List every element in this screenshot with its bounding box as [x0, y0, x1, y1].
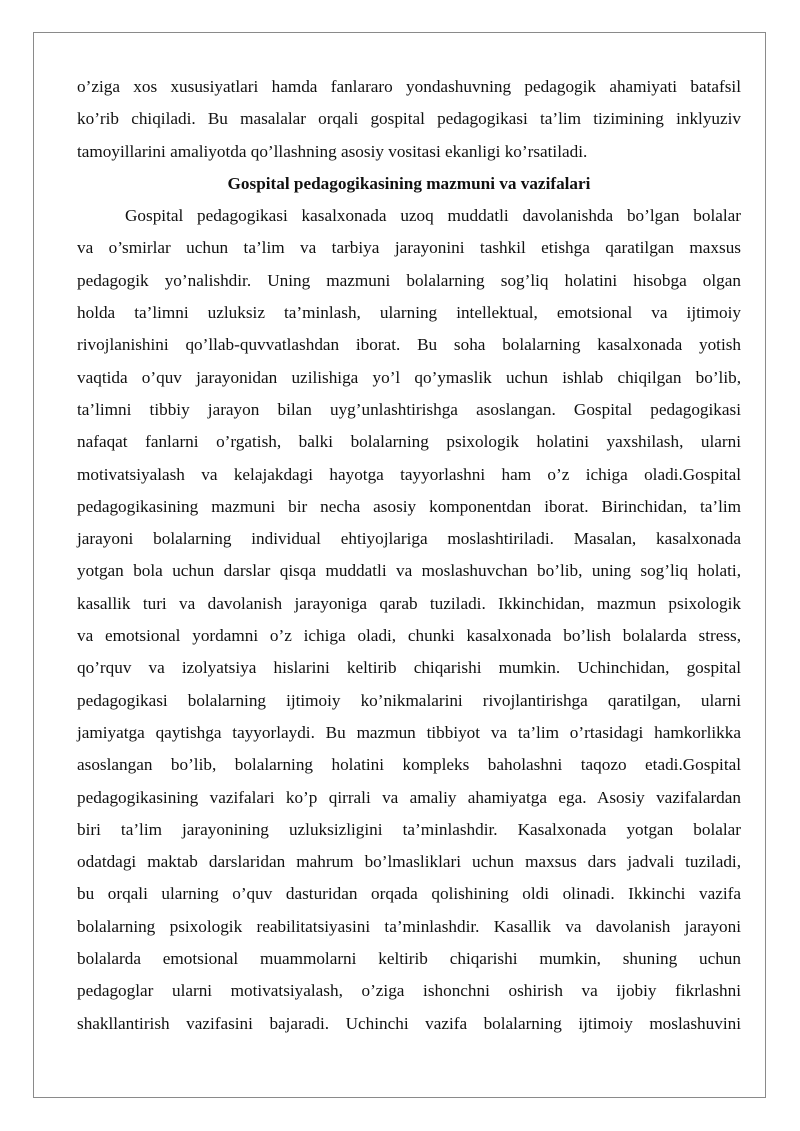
body-line: rivojlanishini qo’llab-quvvatlashdan iborat. Bu soha bolalarning kasalxonada yotish — [77, 335, 741, 355]
body-line: ta’limni tibbiy jarayon bilan uyg’unlashtirishga asoslangan. Gospital pedagogikasi — [77, 399, 741, 419]
intro-line: o’ziga xos xususiyatlari hamda fanlararo yondashuvning pedagogik ahamiyati batafsil — [77, 77, 741, 96]
body-line: qo’rquv va izolyatsiya hislarini keltirib chiqarishi mumkin. Uchinchidan, gospital — [77, 658, 741, 678]
body-line: odatdagi maktab darslaridan mahrum bo’lmasliklari uchun maxsus dars jadvali tuziladi, — [77, 852, 741, 872]
body-line: bolalarda emotsional muammolarni keltirib chiqarishi mumkin, shuning uchun — [77, 949, 741, 969]
body-line: motivatsiyalash va kelajakdagi hayotga tayyorlashni ham o’z ichiga oladi.Gospital — [77, 464, 741, 484]
body-line: kasallik turi va davolanish jarayoniga qarab tuziladi. Ikkinchidan, mazmun psixologik — [77, 593, 741, 613]
body-line: pedagogik yo’nalishdir. Uning mazmuni bolalarning sog’liq holatini hisobga olgan — [77, 270, 741, 290]
body-line: nafaqat fanlarni o’rgatish, balki bolalarning psixologik holatini yaxshilash, ularni — [77, 432, 741, 452]
body-line: biri ta’lim jarayonining uzluksizligini ta’minlashdir. Kasalxonada yotgan bolalar — [77, 819, 741, 839]
body-line: vaqtida o’quv jarayonidan uzilishiga yo’l qo’ymaslik uchun ishlab chiqilgan bo’lib, — [77, 367, 741, 387]
body-line: Gospital pedagogikasi kasalxonada uzoq muddatli davolanishda bo’lgan bolalar — [125, 206, 741, 226]
body-line: pedagogikasi bolalarning ijtimoiy ko’nikmalarini rivojlantirishga qaratilgan, ularni — [77, 690, 741, 710]
body-line: holda ta’limni uzluksiz ta’minlash, ularning intellektual, emotsional va ijtimoiy — [77, 303, 741, 323]
body-line: shakllantirish vazifasini bajaradi. Uchinchi vazifa bolalarning ijtimoiy moslashuvini — [77, 1013, 741, 1033]
body-line: pedagoglar ularni motivatsiyalash, o’ziga ishonchni oshirish va ijobiy fikrlashni — [77, 981, 741, 1001]
body-line: va o’smirlar uchun ta’lim va tarbiya jarayonini tashkil etishga qaratilgan maxsus — [77, 238, 741, 258]
body-line: yotgan bola uchun darslar qisqa muddatli va moslashuvchan bo’lib, uning sog’liq holati, — [77, 561, 741, 581]
body-line: pedagogikasining vazifalari ko’p qirrali va amaliy ahamiyatga ega. Asosiy vazifalardan — [77, 787, 741, 807]
body-line: jarayoni bolalarning individual ehtiyojlariga moslashtiriladi. Masalan, kasalxonada — [77, 529, 741, 549]
body-line: bolalarning psixologik reabilitatsiyasini ta’minlashdir. Kasallik va davolanish jarayoni — [77, 916, 741, 936]
body-line: pedagogikasining mazmuni bir necha asosiy komponentdan iborat. Birinchidan, ta’lim — [77, 496, 741, 516]
intro-line: ko’rib chiqiladi. Bu masalalar orqali gospital pedagogikasi ta’lim tizimining inklyuziv — [77, 109, 741, 129]
section-heading: Gospital pedagogikasining mazmuni va vazifalari — [227, 173, 591, 193]
body-line: va emotsional yordamni o’z ichiga oladi, chunki kasalxonada bo’lish bolalarda stress, — [77, 626, 741, 646]
body-line: asoslangan bo’lib, bolalarning holatini kompleks baholashni taqozo etadi.Gospital — [77, 755, 741, 775]
body-line: bu orqali ularning o’quv dasturidan orqada qolishining oldi olinadi. Ikkinchi vazifa — [77, 884, 741, 904]
body-line: jamiyatga qaytishga tayyorlaydi. Bu mazmun tibbiyot va ta’lim o’rtasidagi hamkorlikka — [77, 722, 741, 742]
intro-line: tamoyillarini amaliyotda qo’llashning asosiy vositasi ekanligi ko’rsatiladi. — [77, 141, 588, 161]
document-body — [77, 71, 741, 1040]
